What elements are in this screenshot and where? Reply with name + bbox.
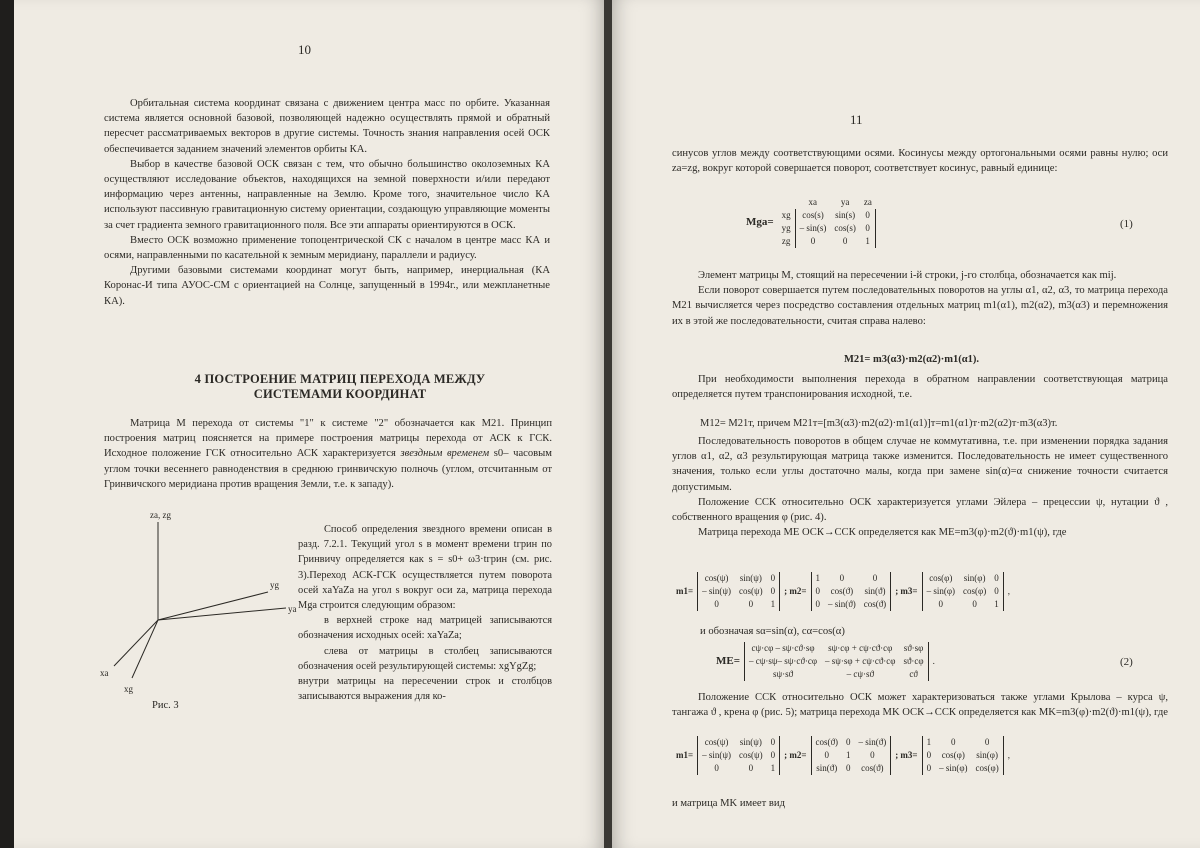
book-gutter xyxy=(604,0,612,848)
equation-m21: M21= m3(α3)·m2(α2)·m1(α1). xyxy=(844,354,979,365)
equation-number: (2) xyxy=(1120,656,1133,668)
matrix-me: ME= cψ·cφ – sψ·cϑ·sφ sψ·cφ + cψ·cϑ·cφ sϑ·sφ . – cψ·sψ– sψ·cϑ·cφ – sψ·sφ + cψ·cϑ·cφ sϑ·cφ sψ·sϑ – cψ·sϑ cϑ xyxy=(716,643,935,679)
label-xg: xg xyxy=(124,684,133,694)
krylov-matrices: m1= cos(ψ) sin(ψ) 0 ; m2= cos(ϑ) 0 – sin(ϑ) ; m3= 1 0 0 , – sin(ψ) cos(ψ) 0 0 1 0 0 cos(φ) sin(φ) 0 0 1 sin(ϑ) 0 cos(ϑ) 0 – sin(φ) cos(φ) xyxy=(676,737,1010,773)
axis-yg xyxy=(158,592,268,620)
axis-ya xyxy=(158,608,286,620)
label-ya: ya xyxy=(288,604,297,614)
label-yg: yg xyxy=(270,580,279,590)
page-number: 11 xyxy=(850,112,863,127)
paragraph: Вместо ОСК возможно применение топоцентрической СК с началом в центре масс КА и осями, направленными по касательной к земным меридиану, параллели и радиусу. xyxy=(104,234,550,262)
paragraph: При необходимости выполнения перехода в обратном направлении соответствующая матрица определяется путем транспонирования исходной, т.е. xyxy=(672,374,1168,401)
paragraph: Последовательность поворотов в общем случае не коммутативна, т.е. при изменении порядка задания углов α1, α2, α3 результирующая матрица также изменится. Последовательность не имеет существенного значения, только если углы достаточно малы, когда при замене sin(α)=α снижение точности считается допустимым. Положение ССК относительно ОСК характеризуется углами Эйлера – прецессии ψ, нутации ϑ , собственного вращения φ (рис. 4). Матрица перехода ME ОСК→ССК определяется как ME=m3(φ)·m2(ϑ)·m1(ψ), где xyxy=(672,436,1168,539)
paragraph: и обозначая sα=sin(α), cα=cos(α) xyxy=(700,626,845,637)
figure-side-text xyxy=(298,522,552,704)
axis-xa xyxy=(114,620,158,666)
paragraph: синусов углов между соответствующими осями. Косинусы между ортогональными осями равны нулю; оси za=zg, вокруг которой совершается поворот, соответствует косинус, равный единице: xyxy=(672,148,1168,175)
paragraph: Способ определения звездного времени описан в разд. 7.2.1. Текущий угол s в момент времени tгрин по Гринвичу определяется как s = s0+ ω3·tгрин (см. рис. 3).Переход АСК-ГСК осуществляется путем поворота осей xaYaZa на угол s вокруг оси za, матрица перехода Mga строится следующим образом: xyxy=(298,524,552,612)
paragraph: Положение ССК относительно ОСК может характеризоваться также углами Крылова – курса ψ, тангажа ϑ , крена φ (рис. 5); матрица перехода MK ОСК→ССК определяется как MK=m3(φ)·m2(ϑ)·m1(ψ), где xyxy=(672,692,1168,719)
matrix-mga: Mga= xa ya za xg cos(s) sin(s) 0 yg – sin(s) cos(s) 0 zg 0 0 1 xyxy=(742,196,876,248)
book-edge xyxy=(0,0,14,848)
axis-xg xyxy=(132,620,158,678)
section-heading: 4 ПОСТРОЕНИЕ МАТРИЦ ПЕРЕХОДА МЕЖДУ СИСТЕМАМИ КООРДИНАТ xyxy=(194,372,486,401)
euler-matrices: m1= cos(ψ) sin(ψ) 0 ; m2= 1 0 0 ; m3= cos(φ) sin(φ) 0 , – sin(ψ) cos(ψ) 0 0 cos(ϑ) sin(ϑ) – sin(φ) cos(φ) 0 0 0 1 0 – sin(ϑ) cos(ϑ) 0 0 1 xyxy=(676,573,1010,609)
figure-caption: Рис. 3 xyxy=(152,700,179,711)
paragraph: Выбор в качестве базовой ОСК связан с тем, что обычно большинство околоземных КА осуществляют исследование объектов, находящихся на земной поверхности и/или передают информацию через антенны, направленные на Землю. Кроме того, значительное число КА используют пассивную гравитационную систему ориентации, создающую управляющие моменты за счет градиента земного гравитационного поля. Все эти аппараты ориентируются в ОСК. xyxy=(104,158,550,231)
paragraph: и матрица MK имеет вид xyxy=(672,798,785,809)
equation-number: (1) xyxy=(1120,218,1133,230)
emphasis: звездным временем xyxy=(400,448,490,460)
section-paragraph: Матрица M перехода от системы "1" к системе "2" обозначается как M21. Принцип построения матриц поясняется на примере построения матрицы перехода от АСК к ГСК. Исходное положение ГСК относительно АСК характеризуется звездным временем s0– часовым углом точки весеннего равноденствия в среднюю гринвичскую полночь (углом, отсчитанным от Гринвичского меридиана против вращения Земли, т.е. к западу). xyxy=(104,418,552,490)
paragraph: Орбитальная система координат связана с движением центра масс по орбите. Указанная система является основной базовой, позволяющей надежно осуществлять прямой и обратный пересчет рассматриваемых векторов в другие системы. Точность знания направления осей ОСК обеспечивается заданием значений элементов орбиты КА. xyxy=(104,98,550,155)
right-page xyxy=(612,0,1200,848)
paragraph: внутри матрицы на пересечении строк и столбцов записываются выражения для ко- xyxy=(298,676,552,703)
axes-figure xyxy=(96,508,306,698)
intro-text xyxy=(104,96,550,309)
paragraph: Элемент матрицы M, стоящий на пересечении i-й строки, j-го столбца, обозначается как mij. Если поворот совершается путем последовательных поворотов на углы α1, α2, α3, то матрица перехода M21 вычисляется через посредство составления отдельных матриц m1(α1), m2(α2), m3(α3) и перемножения их в этой же последовательности, считая справа налево: xyxy=(672,270,1168,327)
label-z: za, zg xyxy=(150,510,171,520)
label-xa: xa xyxy=(100,668,109,678)
equation-m12: M12= M21т, причем M21т=[m3(α3)·m2(α2)·m1(α1)]т=m1(α1)т·m2(α2)т·m3(α3)т. xyxy=(700,418,1058,429)
page-number: 10 xyxy=(298,42,311,57)
paragraph: слева от матрицы в столбец записываются обозначения осей результирующей системы: xgYgZg; xyxy=(298,645,552,672)
paragraph: в верхней строке над матрицей записываются обозначения исходных осей: xaYaZa; xyxy=(298,615,552,642)
paragraph: Другими базовыми системами координат могут быть, например, инерциальная (КА Коронас-И типа АУОС-СМ с ориентацией на Солнце, запущенный в 1994г., или межпланетные КА). xyxy=(104,265,550,307)
